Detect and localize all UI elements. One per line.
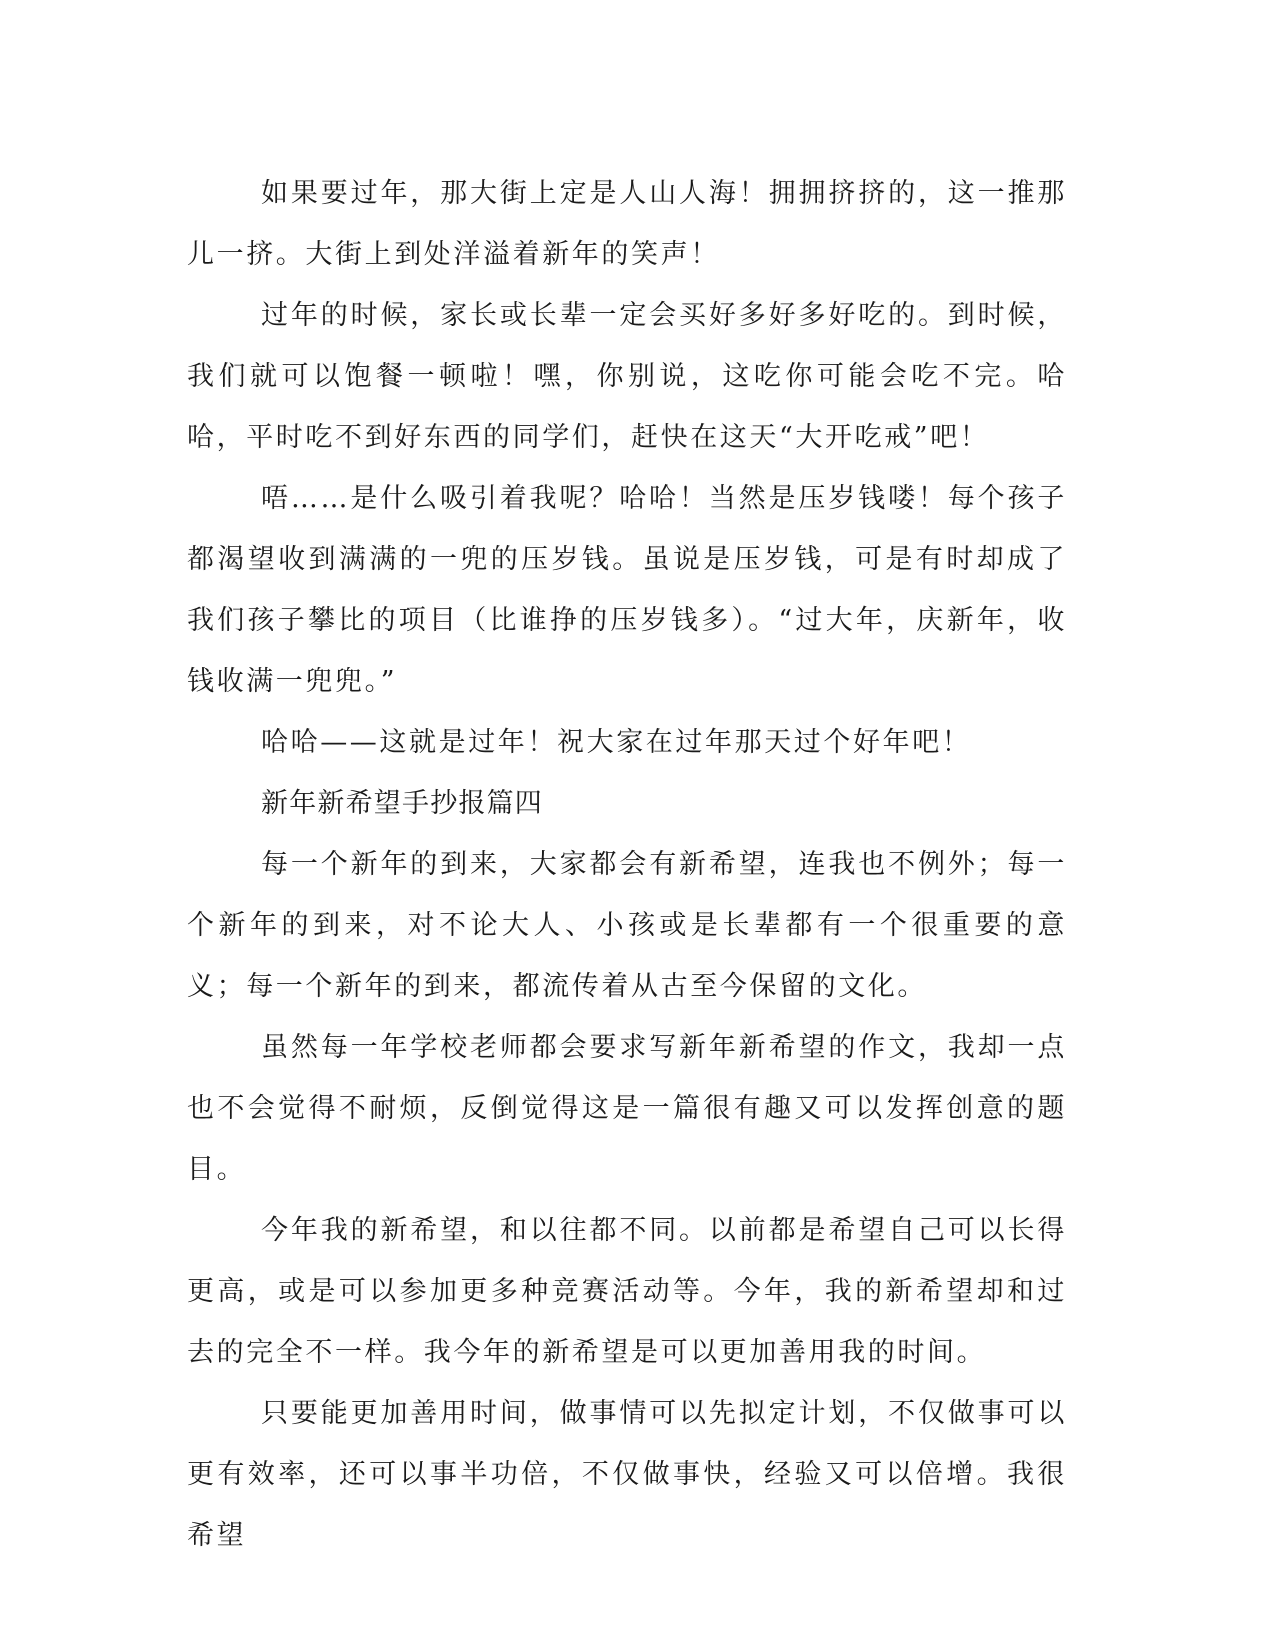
paragraph: 只要能更加善用时间，做事情可以先拟定计划，不仅做事可以更有效率，还可以事半功倍，不仅做事快，经验又可以倍增。我很希望 xyxy=(187,1398,1067,1551)
paragraph: 唔……是什么吸引着我呢？哈哈！当然是压岁钱喽！每个孩子都渴望收到满满的一兜的压岁钱。虽说是压岁钱，可是有时却成了我们孩子攀比的项目（比谁挣的压岁钱多）。“过大年，庆新年，收钱收满一兜兜。” xyxy=(187,483,1067,697)
paragraph: 如果要过年，那大街上定是人山人海！拥拥挤挤的，这一推那儿一挤。大街上到处洋溢着新年的笑声！ xyxy=(187,178,1067,270)
paragraph: 今年我的新希望，和以往都不同。以前都是希望自己可以长得更高，或是可以参加更多种竞赛活动等。今年，我的新希望却和过去的完全不一样。我今年的新希望是可以更加善用我的时间。 xyxy=(187,1215,1067,1368)
paragraph: 虽然每一年学校老师都会要求写新年新希望的作文，我却一点也不会觉得不耐烦，反倒觉得这是一篇很有趣又可以发挥创意的题目。 xyxy=(187,1032,1067,1185)
paragraph: 哈哈——这就是过年！祝大家在过年那天过个好年吧！ xyxy=(261,727,972,758)
document-body xyxy=(187,163,1067,1566)
paragraph: 每一个新年的到来，大家都会有新希望，连我也不例外；每一个新年的到来，对不论大人、小孩或是长辈都有一个很重要的意义；每一个新年的到来，都流传着从古至今保留的文化。 xyxy=(187,849,1067,1002)
paragraph: 过年的时候，家长或长辈一定会买好多好多好吃的。到时候，我们就可以饱餐一顿啦！嘿，你别说，这吃你可能会吃不完。哈哈，平时吃不到好东西的同学们，赶快在这天“大开吃戒”吧！ xyxy=(187,300,1067,453)
section-heading: 新年新希望手抄报篇四 xyxy=(261,788,543,819)
